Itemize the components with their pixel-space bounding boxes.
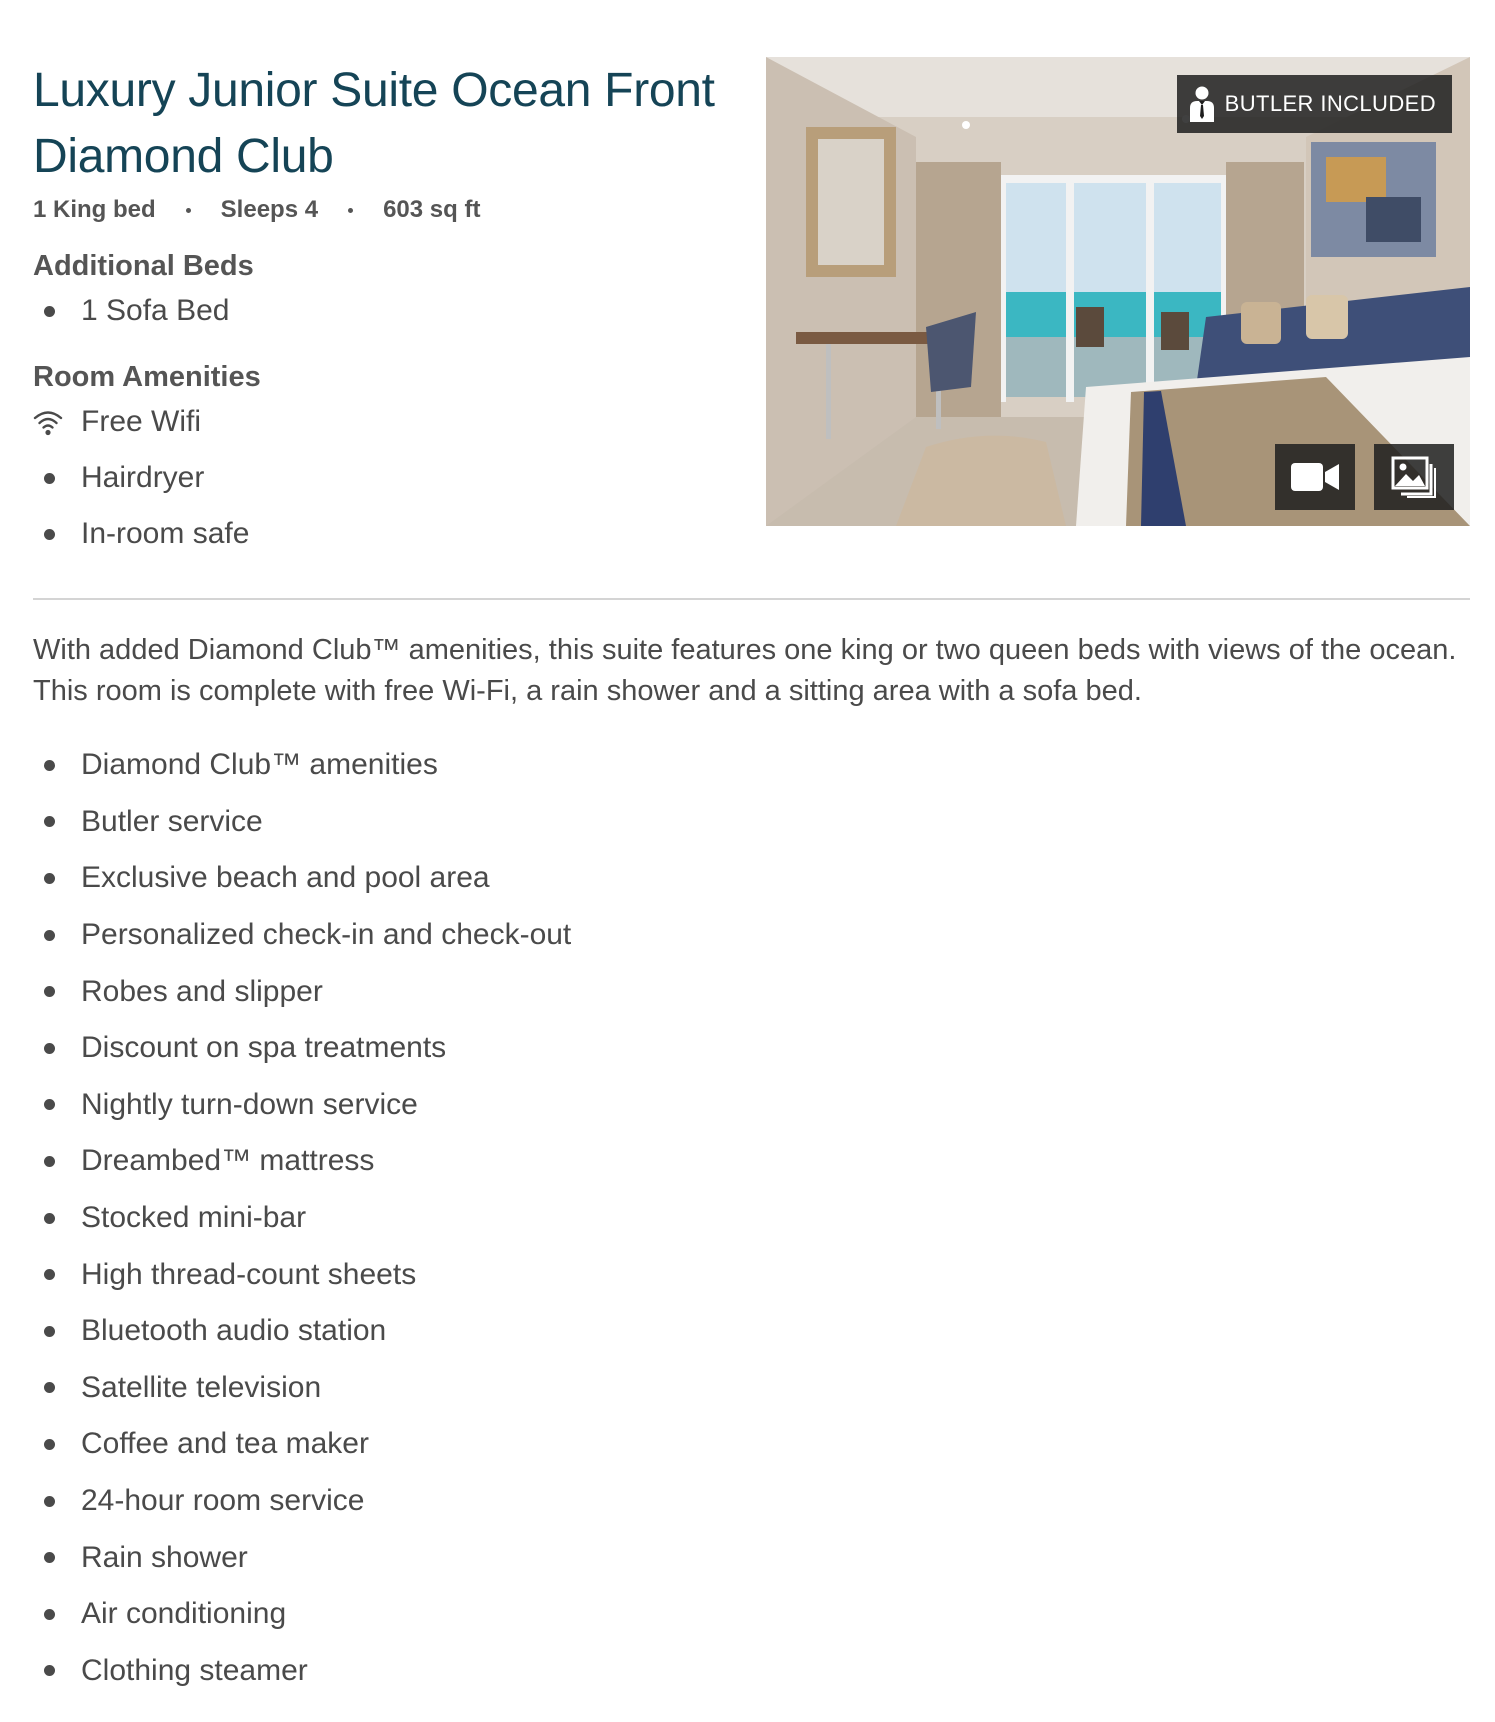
bullet-icon: [44, 1269, 55, 1280]
bullet-icon: [44, 1213, 55, 1224]
bullet-icon: [44, 1156, 55, 1167]
photo-gallery-button[interactable]: [1374, 444, 1454, 510]
list-item: [33, 850, 833, 907]
feature-label: Clothing steamer: [81, 1653, 308, 1687]
feature-label: High thread-count sheets: [81, 1257, 417, 1291]
feature-label: Butler service: [81, 804, 263, 838]
list-item: [33, 907, 833, 964]
list-item: [33, 1360, 833, 1417]
feature-label: Satellite television: [81, 1370, 322, 1404]
feature-label: 24-hour room service: [81, 1484, 365, 1518]
room-title: Luxury Junior Suite Ocean Front Diamond Club: [33, 64, 715, 183]
bullet-icon: [44, 1382, 55, 1393]
list-item-label: Free Wifi: [81, 405, 201, 438]
spec-size: 603 sq ft: [383, 196, 481, 223]
list-item: [33, 1473, 833, 1530]
spec-sleeps: Sleeps 4: [220, 196, 319, 223]
room-header-section: [33, 0, 1470, 560]
list-item: [33, 963, 833, 1020]
spec-bed: 1 King bed: [33, 196, 156, 223]
feature-label: Diamond Club™ amenities: [81, 748, 438, 782]
room-info: [33, 58, 733, 562]
feature-label: Bluetooth audio station: [81, 1314, 387, 1348]
feature-label: Personalized check-in and check-out: [81, 918, 572, 952]
additional-beds-list: [33, 283, 733, 339]
feature-label: Discount on spa treatments: [81, 1031, 447, 1065]
list-item: [33, 1586, 833, 1643]
video-camera-icon: [1290, 462, 1340, 492]
list-item: [33, 1246, 833, 1303]
bullet-icon: [44, 1043, 55, 1054]
room-amenities-heading: Room Amenities: [33, 361, 261, 393]
bullet-icon: [44, 986, 55, 997]
list-item: [33, 450, 733, 506]
list-item: [33, 1416, 833, 1473]
list-item-label: In-room safe: [81, 517, 250, 550]
bullet-icon: [44, 1496, 55, 1507]
bullet-icon: [44, 1099, 55, 1110]
bullet-icon: [44, 816, 55, 827]
bullet-icon: [44, 473, 55, 484]
list-item: [33, 283, 733, 339]
room-amenities-list: [33, 394, 733, 562]
room-photo[interactable]: [766, 57, 1470, 526]
feature-label: Dreambed™ mattress: [81, 1144, 375, 1178]
bullet-icon: [44, 1665, 55, 1676]
butler-icon: [1189, 86, 1215, 122]
list-item: [33, 737, 833, 794]
list-item: [33, 1133, 833, 1190]
feature-label: Air conditioning: [81, 1597, 287, 1631]
feature-label: Coffee and tea maker: [81, 1427, 369, 1461]
list-item: [33, 794, 833, 851]
feature-label: Rain shower: [81, 1540, 248, 1574]
photo-gallery-icon: [1391, 456, 1437, 498]
features-list: [33, 737, 833, 1699]
bullet-icon: [44, 1326, 55, 1337]
list-item: [33, 1020, 833, 1077]
list-item: [33, 1643, 833, 1700]
list-item: [33, 1529, 833, 1586]
bullet-icon: [44, 873, 55, 884]
separator-dot: [186, 208, 191, 213]
feature-label: Exclusive beach and pool area: [81, 861, 490, 895]
feature-label: Robes and slipper: [81, 974, 323, 1008]
list-item: [33, 1303, 833, 1360]
video-button[interactable]: [1275, 444, 1355, 510]
wifi-icon: [33, 408, 81, 436]
bullet-icon: [44, 1609, 55, 1620]
room-detail: [33, 0, 1470, 1687]
bullet-icon: [44, 306, 55, 317]
list-item: [33, 506, 733, 562]
list-item: [33, 1077, 833, 1134]
list-item-label: 1 Sofa Bed: [81, 294, 230, 327]
room-description: With added Diamond Club™ amenities, this suite features one king or two queen beds with views of the ocean. This room is complete with free Wi-Fi, a rain shower and a sitting area with a sofa bed.: [33, 634, 1457, 707]
butler-badge-label: BUTLER INCLUDED: [1224, 91, 1436, 116]
section-divider: [33, 598, 1470, 600]
additional-beds-heading: Additional Beds: [33, 250, 254, 282]
butler-included-badge: [1177, 75, 1452, 133]
bullet-icon: [44, 529, 55, 540]
bullet-icon: [44, 930, 55, 941]
bullet-icon: [44, 1552, 55, 1563]
separator-dot: [348, 208, 353, 213]
room-specs: [33, 196, 733, 224]
list-item: [33, 1190, 833, 1247]
bullet-icon: [44, 760, 55, 771]
feature-label: Nightly turn-down service: [81, 1087, 418, 1121]
list-item-label: Hairdryer: [81, 461, 205, 494]
feature-label: Stocked mini-bar: [81, 1201, 307, 1235]
list-item: [33, 394, 733, 450]
bullet-icon: [44, 1439, 55, 1450]
